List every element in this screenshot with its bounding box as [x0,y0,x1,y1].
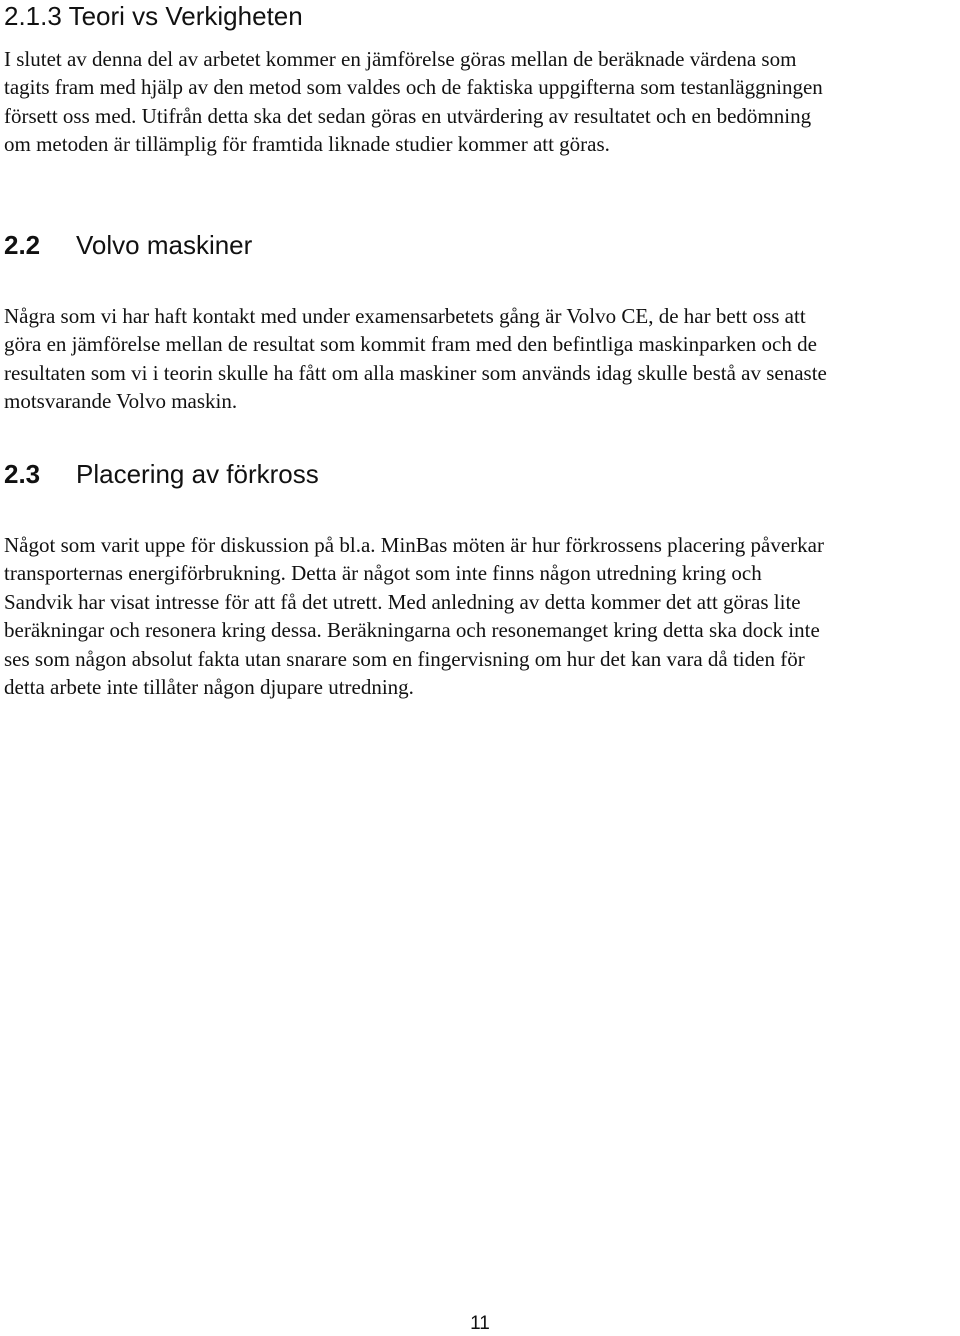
paragraph-placering-av-forkross [4,531,959,701]
paragraph-line: om metoden är tillämplig för framtida liknade studier kommer att göras. [4,132,610,157]
section-number: 2.3 [4,459,41,489]
section-title: Placering av förkross [76,459,319,489]
paragraph-line: göra en jämförelse mellan de resultat som kommit fram med den befintliga maskinparken och de [4,332,817,357]
section-heading-2-1-3: 2.1.3 Teori vs Verkigheten [4,1,303,31]
section-title: Volvo maskiner [76,230,253,260]
paragraph-volvo-maskiner [4,302,959,416]
paragraph-line: försett oss med. Utifrån detta ska det sedan göras en utvärdering av resultatet och en bedömning [4,103,812,128]
section-heading-2-3 [4,458,319,490]
section-number: 2.2 [4,230,41,260]
paragraph-line: Några som vi har haft kontakt med under examensarbetets gång är Volvo CE, de har bett oss att [4,304,806,328]
paragraph-teori-vs-verkigheten [4,45,959,159]
page-number: 11 [470,1313,490,1334]
paragraph-line: I slutet av denna del av arbetet kommer en jämförelse göras mellan de beräknade värdena som [4,47,797,71]
paragraph-line: motsvarande Volvo maskin. [4,389,238,414]
paragraph-line: Något som varit uppe för diskussion på bl.a. MinBas möten är hur förkrossens placering påverkar [4,533,824,557]
paragraph-line: ses som någon absolut fakta utan snarare som en fingervisning om hur det kan vara då tiden för [4,646,805,671]
paragraph-line: Sandvik har visat intresse för att få det utrett. Med anledning av detta kommer det att göras lite [4,589,801,614]
section-heading-2-2 [4,229,252,261]
paragraph-line: detta arbete inte tillåter någon djupare utredning. [4,675,414,700]
paragraph-line: resultaten som vi i teorin skulle ha fått om alla maskiner som används idag skulle bestå av senaste [4,360,827,385]
paragraph-line: beräkningar och resonera kring dessa. Beräkningarna och resonemanget kring detta ska dock inte [4,618,820,643]
paragraph-line: transporternas energiförbrukning. Detta är något som inte finns någon utredning kring och [4,561,762,586]
paragraph-line: tagits fram med hjälp av den metod som valdes och de faktiska uppgifterna som testanläggningen [4,75,823,100]
